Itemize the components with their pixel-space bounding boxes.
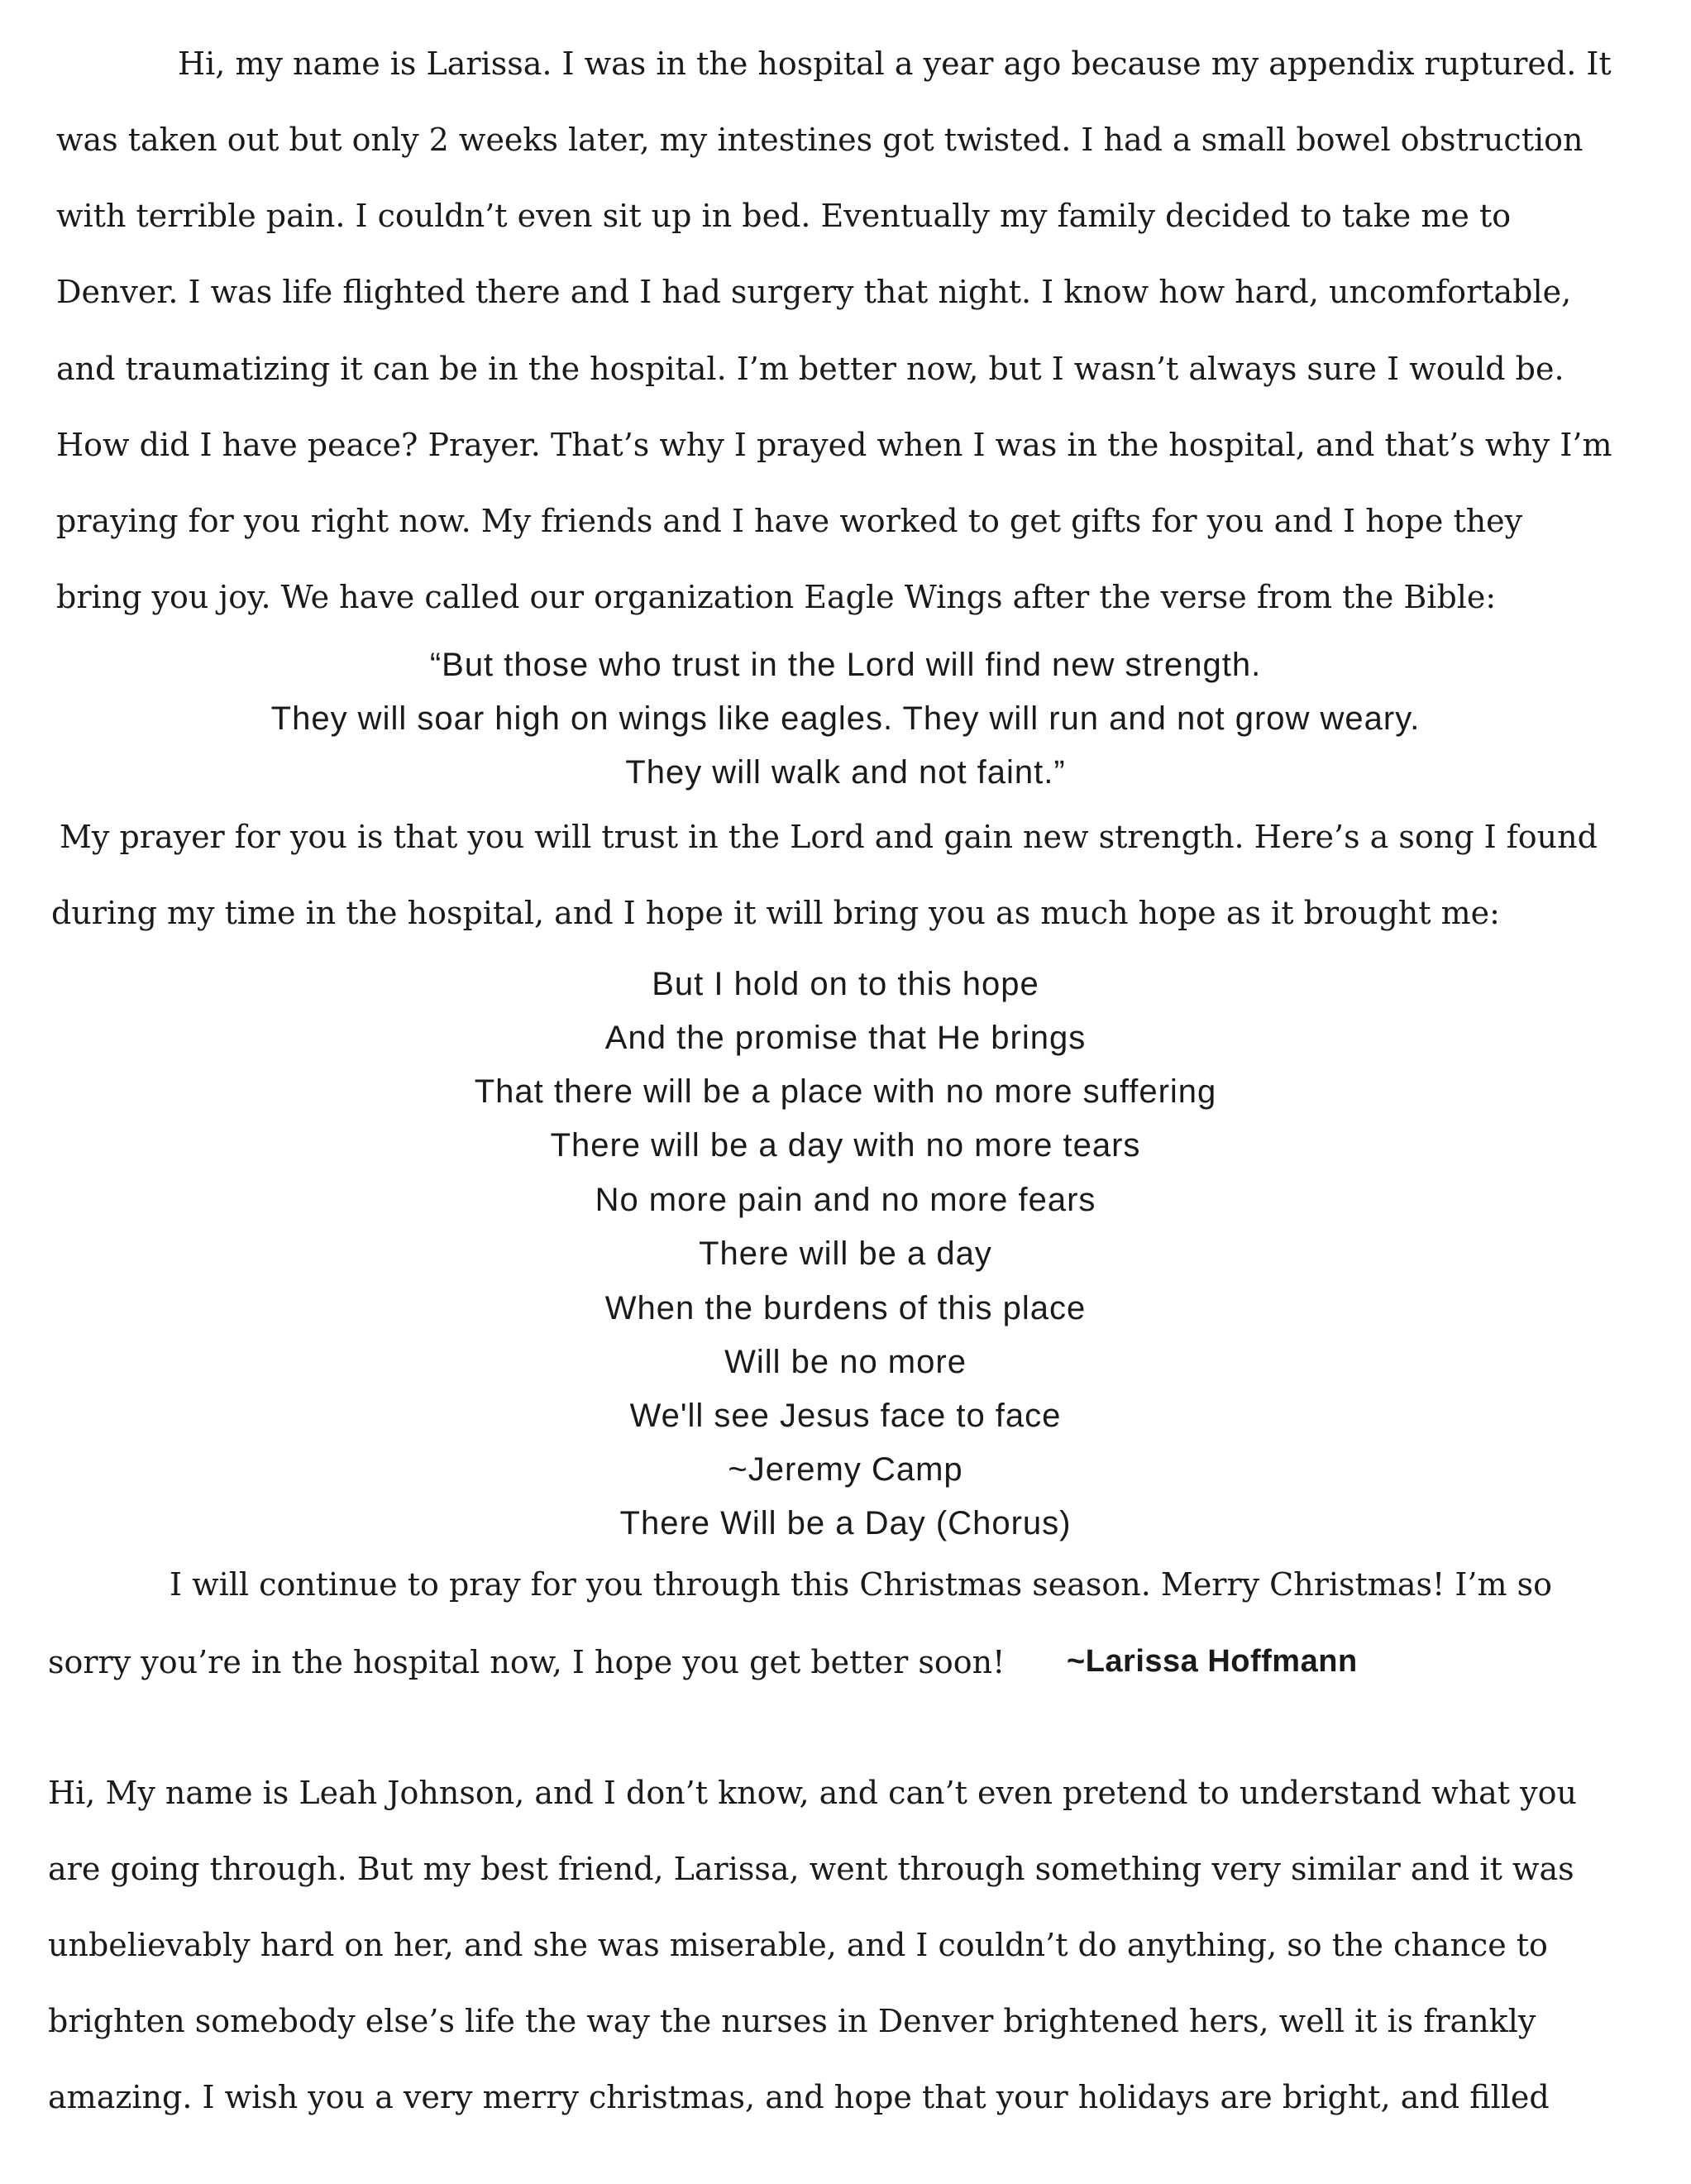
signature-larissa: ~Larissa Hoffmann [1067, 1644, 1358, 1679]
text-line: sorry you’re in the hospital now, I hope you get better soon! [48, 1644, 1006, 1680]
song-line: There will be a day [699, 1235, 992, 1272]
song-line: There will be a day with no more tears [550, 1127, 1141, 1164]
text-line: bring you joy. We have called our organization Eagle Wings after the verse from the Bible: [56, 579, 1497, 615]
text-line: My prayer for you is that you will trust in the Lord and gain new strength. Here’s a song I found [60, 819, 1598, 855]
text-line: Hi, My name is Leah Johnson, and I don’t know, and can’t even pretend to understand what you [48, 1775, 1577, 1811]
text-line: unbelievably hard on her, and she was miserable, and I couldn’t do anything, so the chance to [48, 1927, 1548, 1963]
text-line: brighten somebody else’s life the way the nurses in Denver brightened hers, well it is frankly [48, 2003, 1536, 2039]
text-line: I will continue to pray for you through this Christmas season. Merry Christmas! I’m so [170, 1566, 1552, 1603]
text-line: with terrible pain. I couldn’t even sit up in bed. Eventually my family decided to take me to [56, 198, 1512, 234]
text-line: and traumatizing it can be in the hospital. I’m better now, but I wasn’t always sure I would be. [56, 351, 1564, 387]
text-line: praying for you right now. My friends and I have worked to get gifts for you and I hope they [56, 503, 1523, 539]
text-line: are going through. But my best friend, Larissa, went through something very similar and it was [48, 1851, 1574, 1887]
text-line: Hi, my name is Larissa. I was in the hospital a year ago because my appendix ruptured. It [178, 45, 1612, 82]
song-attribution: ~Jeremy Camp [728, 1451, 963, 1488]
verse-line: They will walk and not faint.” [625, 754, 1066, 791]
verse-line: They will soar high on wings like eagles. They will run and not grow weary. [270, 700, 1421, 737]
song-line: We'll see Jesus face to face [629, 1398, 1062, 1434]
text-line: How did I have peace? Prayer. That’s why I prayed when I was in the hospital, and that’s why I’m [56, 427, 1612, 463]
text-line: Denver. I was life flighted there and I had surgery that night. I know how hard, uncomfortable, [56, 274, 1572, 310]
text-line: was taken out but only 2 weeks later, my intestines got twisted. I had a small bowel obstruction [56, 122, 1584, 158]
song-line: But I hold on to this hope [652, 966, 1039, 1002]
verse-line: “But those who trust in the Lord will find new strength. [429, 647, 1262, 683]
song-line: That there will be a place with no more suffering [474, 1073, 1217, 1110]
song-line: And the promise that He brings [604, 1020, 1087, 1056]
song-title: There Will be a Day (Chorus) [619, 1505, 1072, 1541]
song-line: Will be no more [724, 1344, 967, 1380]
text-line: amazing. I wish you a very merry christmas, and hope that your holidays are bright, and filled [48, 2079, 1550, 2115]
song-line: When the burdens of this place [604, 1290, 1087, 1326]
text-line: during my time in the hospital, and I hope it will bring you as much hope as it brought me: [51, 895, 1500, 931]
song-line: No more pain and no more fears [595, 1182, 1096, 1218]
